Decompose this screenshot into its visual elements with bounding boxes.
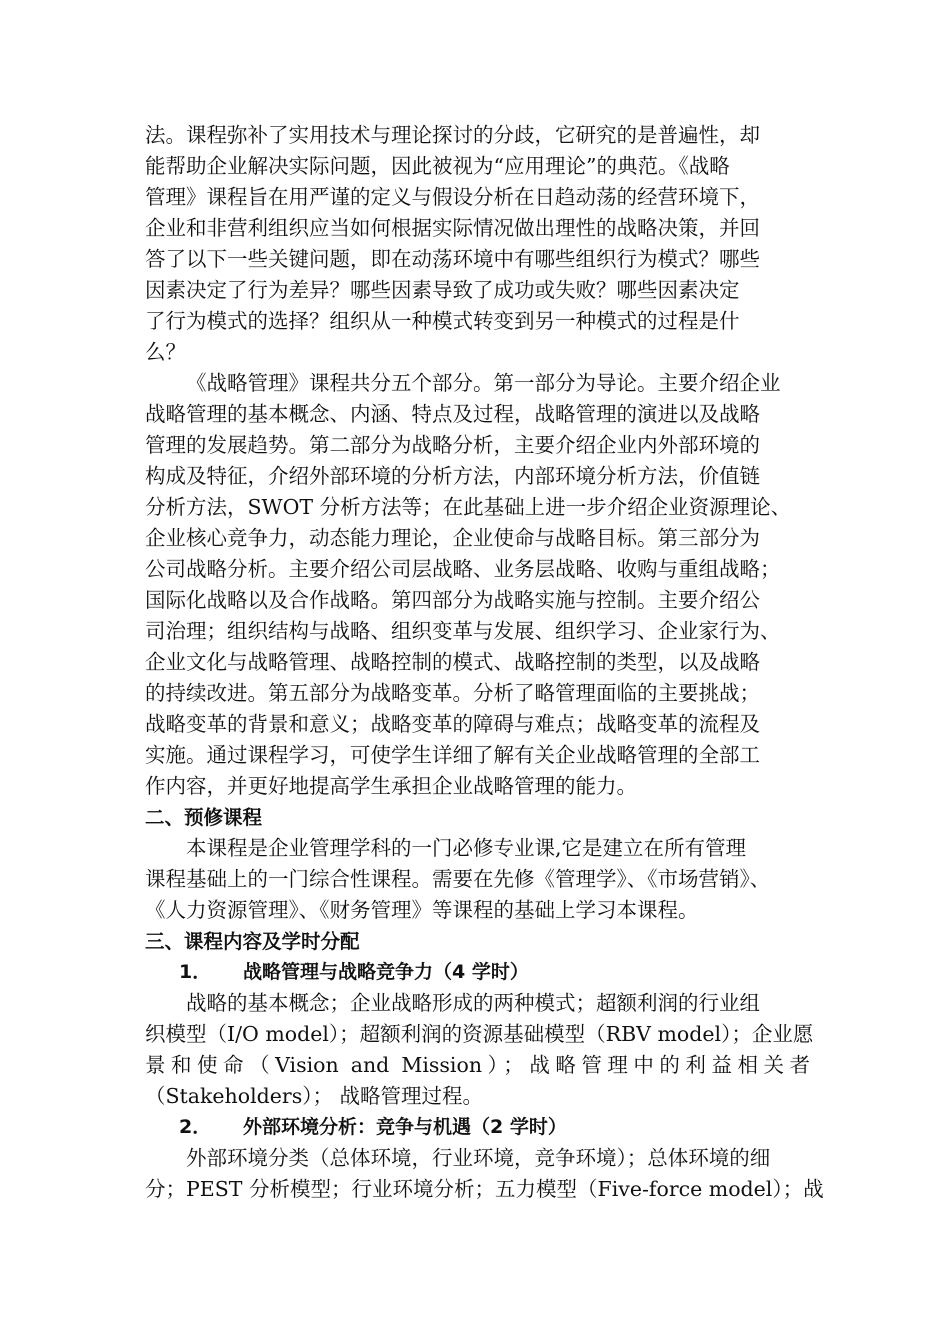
text-line: 分；PEST 分析模型；行业环境分析；五力模型（Five-force model）；战 — [145, 1177, 824, 1201]
subsection-heading-2 — [145, 1112, 810, 1143]
section-heading-course-content: 三、课程内容及学时分配 — [145, 930, 360, 953]
text-line: 的持续改进。第五部分为战略变革。分析了略管理面临的主要挑战； — [145, 681, 760, 705]
text-line: 管理》课程旨在用严谨的定义与假设分析在日趋动荡的经营环境下， — [145, 185, 760, 209]
subsection-number: 1． — [179, 961, 212, 983]
text-line: 构成及特征，介绍外部环境的分析方法，内部环境分析方法，价值链 — [145, 464, 760, 488]
paragraph-start-line: 外部环境分类（总体环境，行业环境，竞争环境）；总体环境的细 — [186, 1146, 771, 1170]
text-line: 么？ — [145, 340, 186, 364]
text-line: 答了以下一些关键问题，即在动荡环境中有哪些组织行为模式？哪些 — [145, 247, 760, 271]
text-line: 能帮助企业解决实际问题，因此被视为“应用理论”的典范。《战略 — [145, 154, 730, 178]
text-line: （Stakeholders）； 战略管理过程。 — [145, 1084, 483, 1108]
text-line: 法。课程弥补了实用技术与理论探讨的分歧，它研究的是普遍性，却 — [145, 123, 760, 147]
subsection-title: 外部环境分析：竞争与机遇（2 学时） — [243, 1116, 567, 1138]
text-line: 景和使命（Vision and Mission）；战略管理中的利益相关者 — [145, 1053, 810, 1077]
text-line: 因素决定了行为差异？哪些因素导致了成功或失败？哪些因素决定 — [145, 278, 740, 302]
text-line: 实施。通过课程学习，可使学生详细了解有关企业战略管理的全部工 — [145, 743, 760, 767]
subsection-title: 战略管理与战略竞争力（4 学时） — [243, 961, 529, 983]
text-line: 企业文化与战略管理、战略控制的模式、战略控制的类型，以及战略 — [145, 650, 760, 674]
text-line: 分析方法，SWOT 分析方法等；在此基础上进一步介绍企业资源理论、 — [145, 495, 792, 519]
text-line: 企业核心竞争力，动态能力理论，企业使命与战略目标。第三部分为 — [145, 526, 760, 550]
text-line: 课程基础上的一门综合性课程。需要在先修《管理学》、《市场营销》、 — [145, 867, 771, 891]
text-line: 织模型（I/O model）；超额利润的资源基础模型（RBV model）；企业愿 — [145, 1022, 814, 1046]
text-line: 《人力资源管理》、《财务管理》等课程的基础上学习本课程。 — [145, 898, 699, 922]
document-page — [145, 120, 824, 1205]
text-line: 了行为模式的选择？组织从一种模式转变到另一种模式的过程是什 — [145, 309, 740, 333]
subsection-number: 2． — [179, 1116, 212, 1138]
paragraph-start-line: 《战略管理》课程共分五个部分。第一部分为导论。主要介绍企业 — [186, 371, 781, 395]
paragraph-start-line: 战略的基本概念；企业战略形成的两种模式；超额利润的行业组 — [186, 991, 760, 1015]
text-line: 公司战略分析。主要介绍公司层战略、业务层战略、收购与重组战略； — [145, 557, 781, 581]
text-line: 战略变革的背景和意义；战略变革的障碍与难点；战略变革的流程及 — [145, 712, 760, 736]
text-line: 国际化战略以及合作战略。第四部分为战略实施与控制。主要介绍公 — [145, 588, 760, 612]
text-line: 战略管理的基本概念、内涵、特点及过程，战略管理的演进以及战略 — [145, 402, 760, 426]
paragraph-start-line: 本课程是企业管理学科的一门必修专业课,它是建立在所有管理 — [186, 836, 747, 860]
text-line: 司治理；组织结构与战略、组织变革与发展、组织学习、企业家行为、 — [145, 619, 781, 643]
text-line: 作内容，并更好地提高学生承担企业战略管理的能力。 — [145, 774, 637, 798]
text-line: 管理的发展趋势。第二部分为战略分析，主要介绍企业内外部环境的 — [145, 433, 760, 457]
subsection-heading-1 — [145, 957, 810, 988]
section-heading-prerequisites: 二、预修课程 — [145, 806, 263, 829]
text-line: 企业和非营利组织应当如何根据实际情况做出理性的战略决策，并回 — [145, 216, 760, 240]
